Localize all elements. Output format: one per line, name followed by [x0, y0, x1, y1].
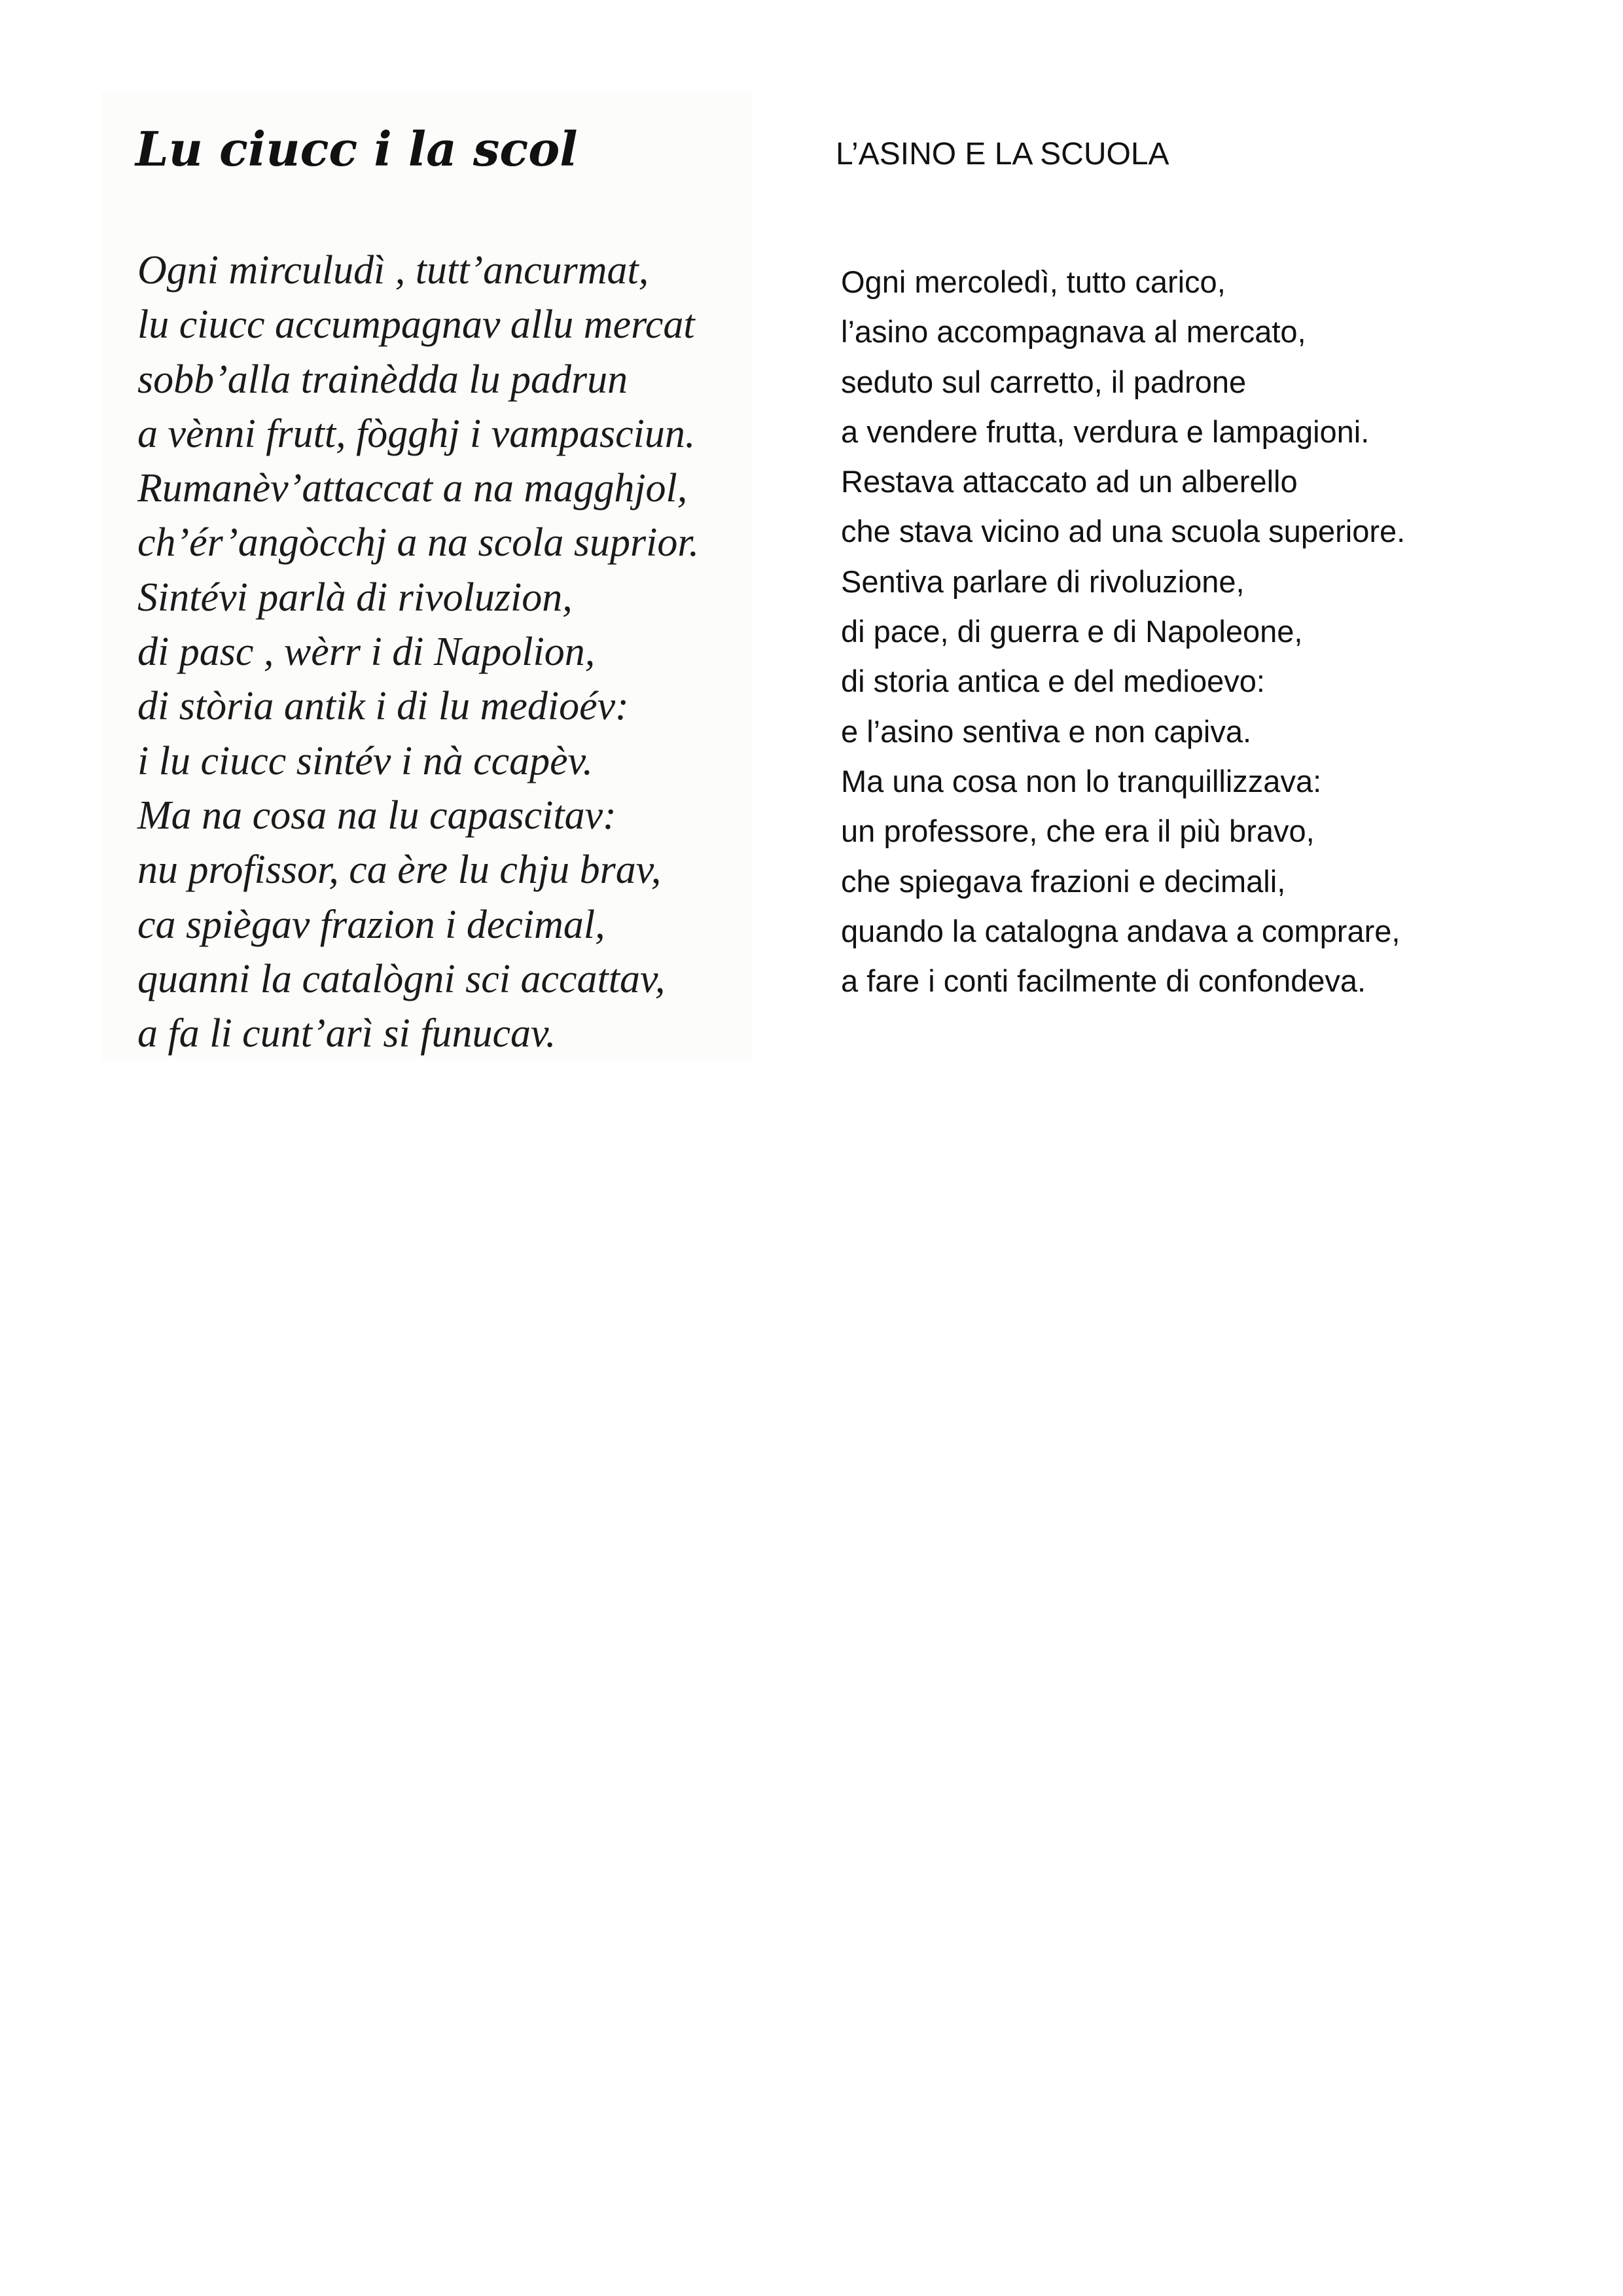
dialect-verse-line: ca spiègav frazion i decimal, — [137, 902, 605, 947]
translation-verse-line: di storia antica e del medioevo: — [841, 664, 1265, 699]
dialect-poem-panel — [101, 92, 753, 1059]
dialect-verse-line: ch’ér’angòcchj a na scola suprior. — [137, 520, 700, 565]
dialect-verse-line: nu profissor, ca ère lu chju brav, — [137, 848, 662, 893]
translation-verse-line: l’asino accompagnava al mercato, — [841, 314, 1306, 350]
dialect-verse-line: Ogni mirculudì , tutt’ancurmat, — [137, 248, 649, 293]
translation-verse-line: Restava attaccato ad un alberello — [841, 464, 1298, 499]
dialect-verse-line: i lu ciucc sintév i nà ccapèv. — [137, 738, 594, 783]
dialect-poem-title: Lu ciucc i la scol — [135, 121, 578, 177]
dialect-verse-line: Rumanèv’attaccat a na magghjol, — [137, 466, 688, 511]
dialect-verse-line: sobb’alla trainèdda lu padrun — [137, 357, 628, 402]
translation-verse-line: che spiegava frazioni e decimali, — [841, 863, 1286, 899]
translation-verse-line: di pace, di guerra e di Napoleone, — [841, 614, 1303, 649]
translation-title: L’ASINO E LA SCUOLA — [836, 137, 1169, 171]
dialect-verse-line: di pasc , wèrr i di Napolion, — [137, 630, 596, 675]
translation-verse-line: a vendere frutta, verdura e lampagioni. — [841, 414, 1370, 449]
translation-verse-line: Sentiva parlare di rivoluzione, — [841, 564, 1245, 599]
dialect-verse-line: Sintévi parlà di rivoluzion, — [137, 575, 573, 620]
dialect-poem-verses — [137, 243, 699, 1061]
dialect-verse-line: a vènni frutt, fògghj i vampasciun. — [137, 411, 696, 456]
translation-verse-line: seduto sul carretto, il padrone — [841, 364, 1247, 399]
translation-verse-line: e l’asino sentiva e non capiva. — [841, 713, 1252, 749]
translation-verse-line: a fare i conti facilmente di confondeva. — [841, 963, 1366, 999]
dialect-verse-line: a fa li cunt’arì si funucav. — [137, 1011, 556, 1056]
translation-verse-line: che stava vicino ad una scuola superiore. — [841, 514, 1406, 549]
dialect-verse-line: di stòria antik i di lu medioév: — [137, 684, 629, 729]
dialect-verse-line: lu ciucc accumpagnav allu mercat — [137, 302, 695, 348]
translation-verse-line: Ogni mercoledì, tutto carico, — [841, 264, 1226, 299]
dialect-verse-line: Ma na cosa na lu capascitav: — [137, 793, 616, 838]
translation-verses — [841, 257, 1405, 1006]
translation-verse-line: un professore, che era il più bravo, — [841, 814, 1315, 849]
translation-verse-line: Ma una cosa non lo tranquillizzava: — [841, 763, 1322, 798]
translation-verse-line: quando la catalogna andava a comprare, — [841, 913, 1400, 948]
dialect-verse-line: quanni la catalògni sci accattav, — [137, 956, 666, 1001]
